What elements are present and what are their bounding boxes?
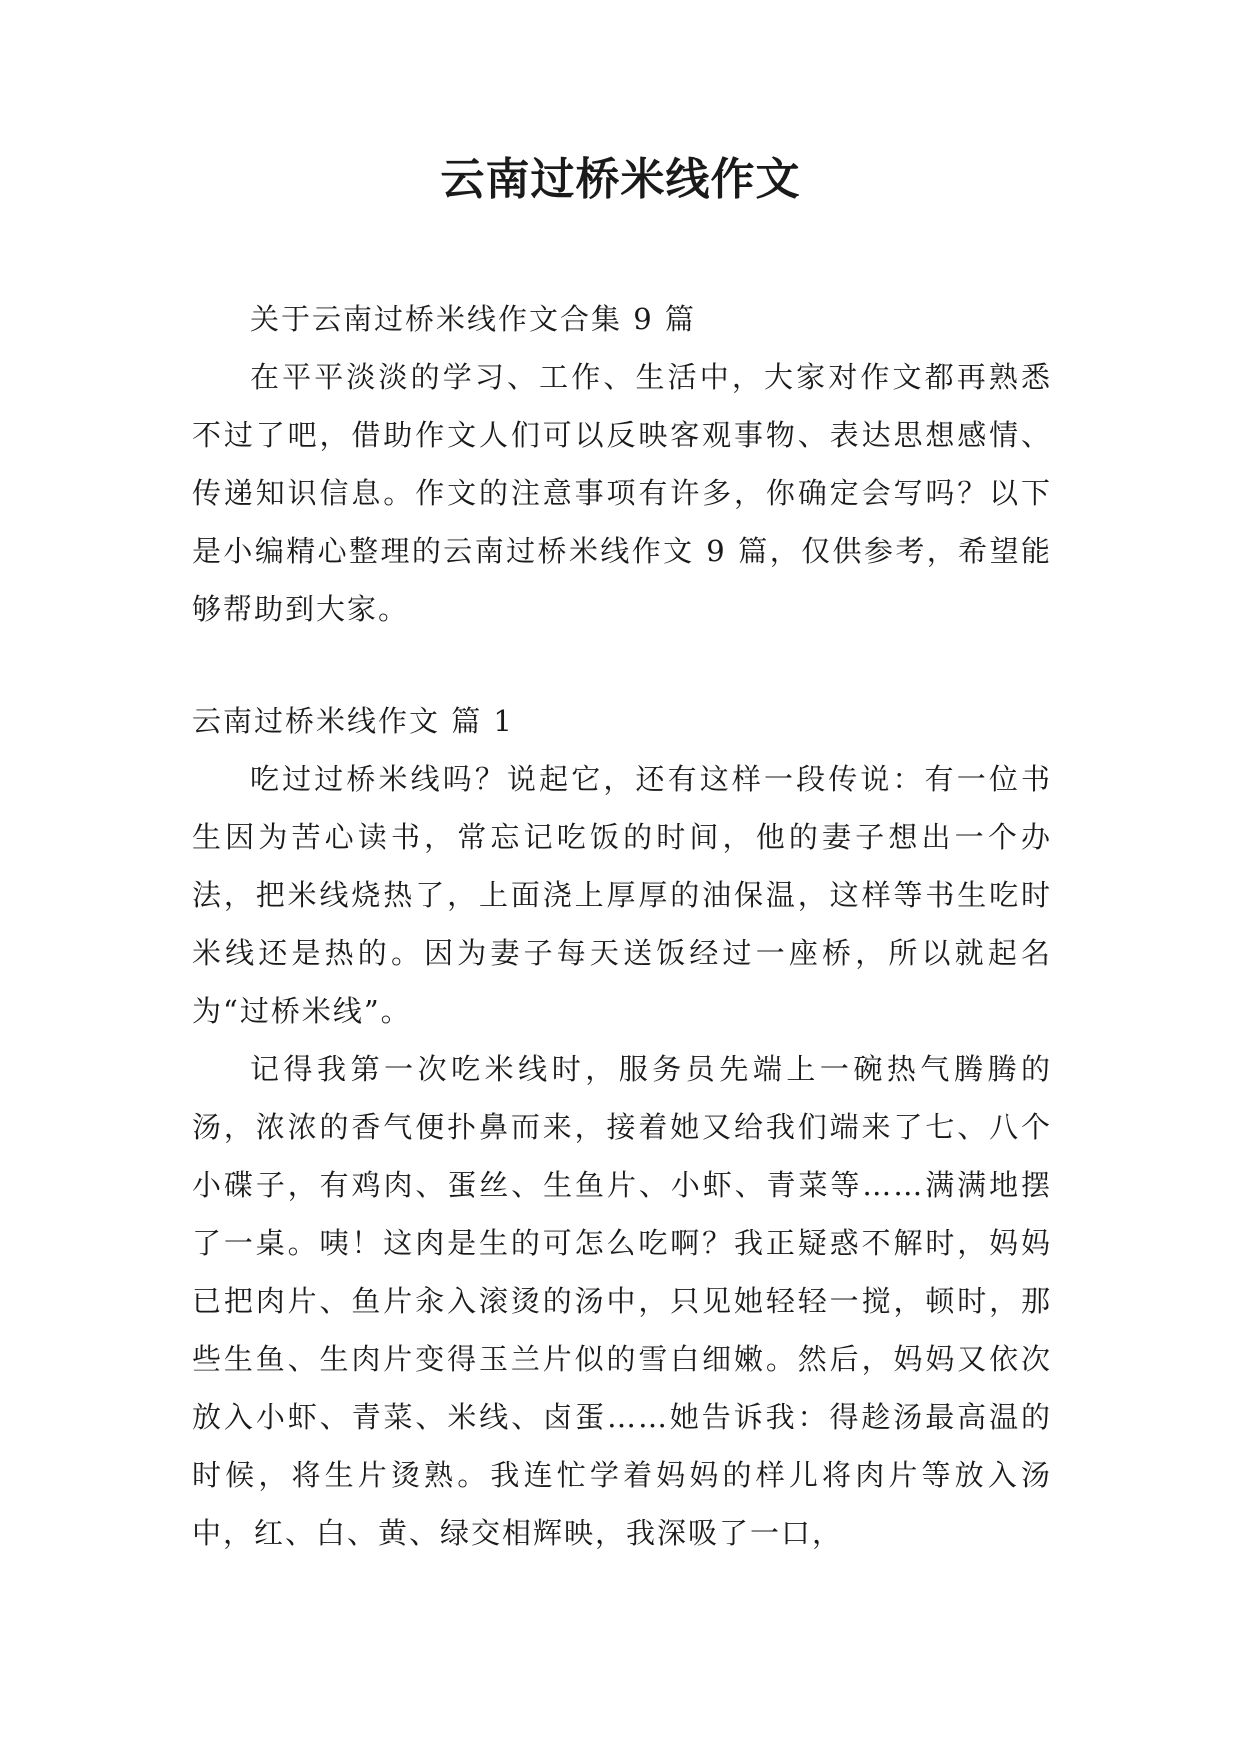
section-heading: 云南过桥米线作文 篇 1 [192,704,514,738]
body-paragraph-1: 吃过过桥米线吗？说起它，还有这样一段传说：有一位书生因为苦心读书，常忘记吃饭的时间，他的妻子想出一个办法，把米线烧热了，上面浇上厚厚的油保温，这样等书生吃时米线还是热的。因为妻子每天送饭经过一座桥，所以就起名为“过桥米线”。 [192,762,1052,1028]
intro-heading: 关于云南过桥米线作文合集 9 篇 [250,302,696,336]
intro-paragraph: 在平平淡淡的学习、工作、生活中，大家对作文都再熟悉不过了吧，借助作文人们可以反映客观事物、表达思想感情、传递知识信息。作文的注意事项有许多，你确定会写吗？以下是小编精心整理的云南过桥米线作文 9 篇，仅供参考，希望能够帮助到大家。 [192,360,1052,626]
page-title: 云南过桥米线作文 [440,154,801,205]
document-body [192,290,1052,1562]
body-paragraph-2: 记得我第一次吃米线时，服务员先端上一碗热气腾腾的汤，浓浓的香气便扑鼻而来，接着她又给我们端来了七、八个小碟子，有鸡肉、蛋丝、生鱼片、小虾、青菜等……满满地摆了一桌。咦！这肉是生的可怎么吃啊？我正疑惑不解时，妈妈已把肉片、鱼片汆入滚烫的汤中，只见她轻轻一搅，顿时，那些生鱼、生肉片变得玉兰片似的雪白细嫩。然后，妈妈又依次放入小虾、青菜、米线、卤蛋……她告诉我：得趁汤最高温的时候，将生片烫熟。我连忙学着妈妈的样儿将肉片等放入汤中，红、白、黄、绿交相辉映，我深吸了一口， [192,1052,1052,1550]
